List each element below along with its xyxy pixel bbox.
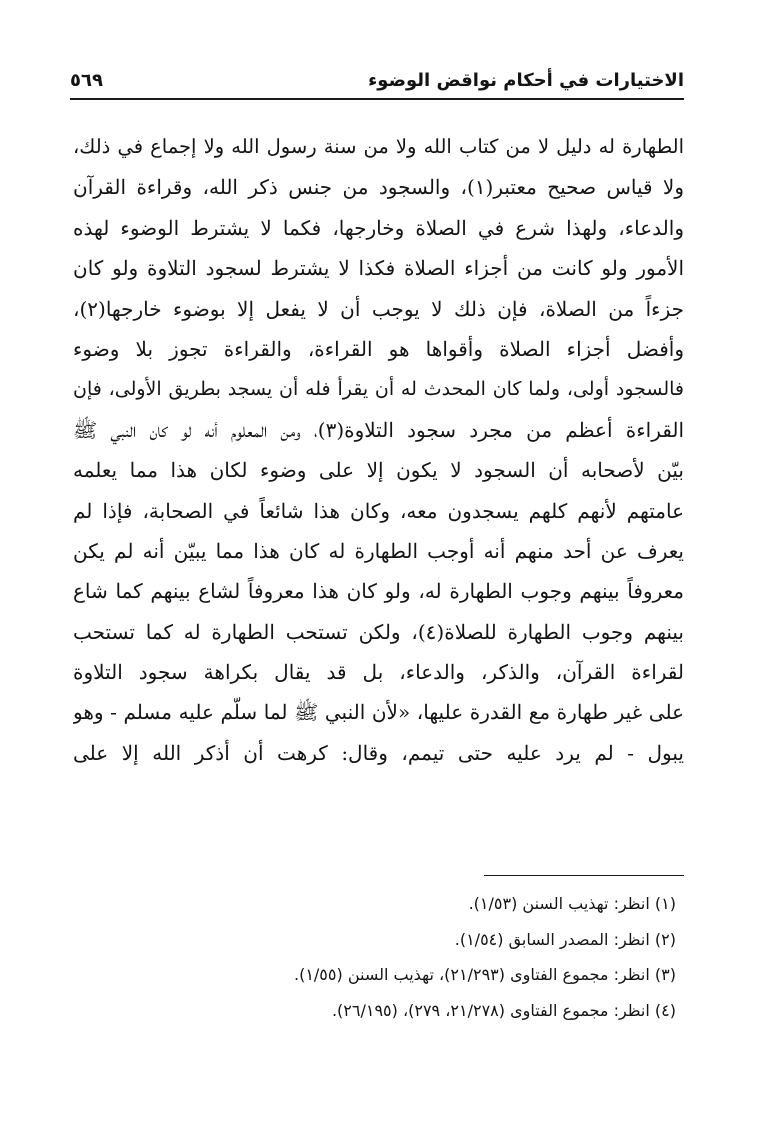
- page-number: ٥٦٩: [70, 70, 103, 91]
- footnotes: [80, 892, 676, 1034]
- body-line: ولا قياس صحيح معتبر(١)، والسجود من جنس ذكر الله، وقراءة القرآن: [73, 175, 684, 200]
- footnote: (٢) انظر: المصدر السابق (١/٥٤).: [454, 929, 676, 949]
- body-line: يعرف عن أحد منهم أنه أوجب الطهارة له كان هذا مما يبيّن أنه لم يكن: [73, 538, 684, 563]
- body-line: وأفضل أجزاء الصلاة وأقواها هو القراءة، والقراءة تجوز بلا وضوء: [73, 336, 684, 361]
- header-rule: [70, 98, 684, 100]
- body-line: معروفاً بينهم وجوب الطهارة له، ولو كان هذا معروفاً لشاع بينهم كما شاع: [73, 579, 684, 604]
- body-line: لقراءة القرآن، والذكر، والدعاء، بل قد يقال بكراهة سجود التلاوة: [73, 660, 684, 685]
- body-line: جزءاً من الصلاة، فإن ذلك لا يوجب أن لا يفعل إلا بوضوء خارجها(٢)،: [73, 296, 684, 321]
- body-line: يبول - لم يرد عليه حتى تيمم، وقال: كرهت أن أذكر الله إلا على: [73, 740, 684, 765]
- body-line: الطهارة له دليل لا من كتاب الله ولا من سنة رسول الله ولا إجماع في ذلك،: [73, 135, 684, 158]
- body-line: على غير طهارة مع القدرة عليها، «لأن النبي ﷺ لما سلّم عليه مسلم - وهو: [73, 700, 684, 725]
- body-line: بينهم وجوب الطهارة للصلاة(٤)، ولكن تستحب الطهارة له كما تستحب: [73, 619, 684, 644]
- running-title: الاختيارات في أحكام نواقض الوضوء: [368, 70, 684, 91]
- footnote: (٣) انظر: مجموع الفتاوى (٢١/٢٩٣)، تهذيب السنن (١/٥٥).: [293, 965, 676, 984]
- body-line: الأمور ولو كانت من أجزاء الصلاة فكذا لا يشترط لسجود التلاوة ولو كان: [73, 256, 684, 281]
- footnote: (١) انظر: تهذيب السنن (١/٥٣).: [468, 894, 676, 913]
- body-text: [73, 127, 684, 773]
- footnote: (٤) انظر: مجموع الفتاوى (٢١/٢٧٨، ٢٧٩)، (٢٦/١٩٥).: [331, 1000, 676, 1020]
- body-line: فالسجود أولى، ولما كان المحدث له أن يقرأ فله أن يسجد بطريق الأولى، فإن: [73, 378, 684, 401]
- footnote-rule: [484, 875, 684, 876]
- running-header: [70, 68, 684, 98]
- body-line: والدعاء، ولهذا شرع في الصلاة وخارجها، فكما لا يشترط الوضوء لهذه: [73, 215, 684, 240]
- body-line: بيّن لأصحابه أن السجود لا يكون إلا على وضوء لكان هذا مما يعلمه: [73, 458, 684, 483]
- body-line: القراءة أعظم من مجرد سجود التلاوة(٣)، ومن المعلوم أنه لو كان النبي ﷺ: [73, 417, 684, 442]
- body-line: عامتهم لأنهم كلهم يسجدون معه، وكان هذا شائعاً في الصحابة، فإذا لم: [73, 498, 684, 523]
